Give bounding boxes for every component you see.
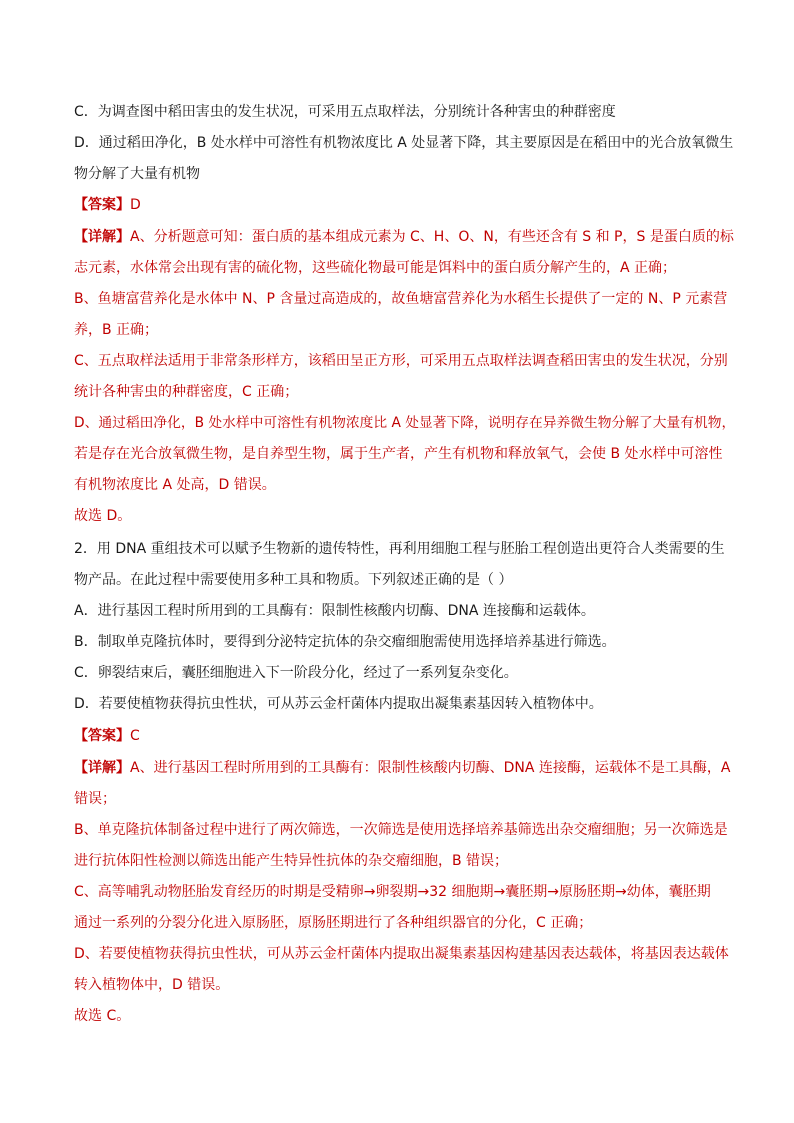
q1-detail-b-line1: B、鱼塘富营养化是水体中 N、P 含量过高造成的，故鱼塘富营养化为水稻生长提供了一定的 N、P 元素营 [74, 291, 728, 307]
q2-detail-label: 【详解】 [74, 760, 130, 776]
q2-answer-value: C [130, 728, 140, 744]
q1-detail-d-line2: 若是存在光合放氧微生物，是自养型生物，属于生产者，产生有机物和释放氧气，会使 B 处水样中可溶性 [74, 446, 723, 462]
q2-detail-a-line2: 错误； [74, 791, 116, 807]
q1-detail-b-line2: 养，B 正确； [74, 322, 159, 338]
q2-detail-a-line1 [74, 758, 730, 778]
q1-detail-a-line1 [74, 227, 734, 247]
q1-conclusion: 故选 D。 [74, 508, 132, 524]
q2-conclusion: 故选 C。 [74, 1008, 131, 1024]
q2-detail-c-line2: 通过一系列的分裂分化进入原肠胚，原肠胚期进行了各种组织器官的分化，C 正确； [74, 915, 593, 931]
q2-option-b: B．制取单克隆抗体时，要得到分泌特定抗体的杂交瘤细胞需使用选择培养基进行筛选。 [74, 634, 616, 650]
q2-stem-line2: 物产品。在此过程中需要使用多种工具和物质。下列叙述正确的是（ ） [74, 572, 513, 588]
q2-option-a: A．进行基因工程时所用到的工具酶有：限制性核酸内切酶、DNA 连接酶和运载体。 [74, 603, 595, 619]
q2-answer-label: 【答案】 [74, 728, 130, 744]
q1-detail-label: 【详解】 [74, 229, 130, 245]
q1-option-d-line1: D．通过稻田净化，B 处水样中可溶性有机物浓度比 A 处显著下降，其主要原因是在稻田中的光合放氧微生 [74, 135, 734, 151]
q2-detail-d-line1: D、若要使植物获得抗虫性状，可从苏云金杆菌体内提取出凝集素基因构建基因表达载体，将基因表达载体 [74, 946, 729, 962]
q2-detail-a-text: A、进行基因工程时所用到的工具酶有：限制性核酸内切酶、DNA 连接酶，运载体不是工具酶，A [130, 760, 731, 776]
q1-detail-d-line1: D、通过稻田净化，B 处水样中可溶性有机物浓度比 A 处显著下降，说明存在异养微生物分解了大量有机物， [74, 415, 736, 431]
q1-detail-c-line2: 统计各种害虫的种群密度，C 正确； [74, 384, 299, 400]
q2-detail-d-line2: 转入植物体中，D 错误。 [74, 977, 230, 993]
q1-detail-a-text: A、分析题意可知：蛋白质的基本组成元素为 C、H、O、N，有些还含有 S 和 P，S 是蛋白质的标 [130, 229, 734, 245]
q1-answer-value: D [130, 197, 141, 213]
q2-answer [74, 726, 140, 746]
q2-option-d: D．若要使植物获得抗虫性状，可从苏云金杆菌体内提取出凝集素基因转入植物体中。 [74, 696, 603, 712]
q1-detail-d-line3: 有机物浓度比 A 处高，D 错误。 [74, 477, 276, 493]
q2-stem-line1: 2．用 DNA 重组技术可以赋予生物新的遗传特性，再利用细胞工程与胚胎工程创造出更符合人类需要的生 [74, 541, 725, 557]
q1-answer [74, 195, 141, 215]
q1-option-c: C．为调查图中稻田害虫的发生状况，可采用五点取样法，分别统计各种害虫的种群密度 [74, 104, 616, 120]
q1-detail-a-line2: 志元素，水体常会出现有害的硫化物，这些硫化物最可能是饵料中的蛋白质分解产生的，A 正确； [74, 260, 677, 276]
q1-answer-label: 【答案】 [74, 197, 130, 213]
q2-detail-c-line1: C、高等哺乳动物胚胎发育经历的时期是受精卵→卵裂期→32 细胞期→囊胚期→原肠胚期→幼体，囊胚期 [74, 884, 711, 900]
q2-detail-b-line2: 进行抗体阳性检测以筛选出能产生特异性抗体的杂交瘤细胞，B 错误； [74, 853, 509, 869]
q2-detail-b-line1: B、单克隆抗体制备过程中进行了两次筛选，一次筛选是使用选择培养基筛选出杂交瘤细胞；另一次筛选是 [74, 822, 728, 838]
q2-option-c: C．卵裂结束后，囊胚细胞进入下一阶段分化，经过了一系列复杂变化。 [74, 665, 518, 681]
q1-option-d-line2: 物分解了大量有机物 [74, 166, 200, 182]
q1-detail-c-line1: C、五点取样法适用于非常条形样方，该稻田呈正方形，可采用五点取样法调查稻田害虫的发生状况，分别 [74, 353, 728, 369]
